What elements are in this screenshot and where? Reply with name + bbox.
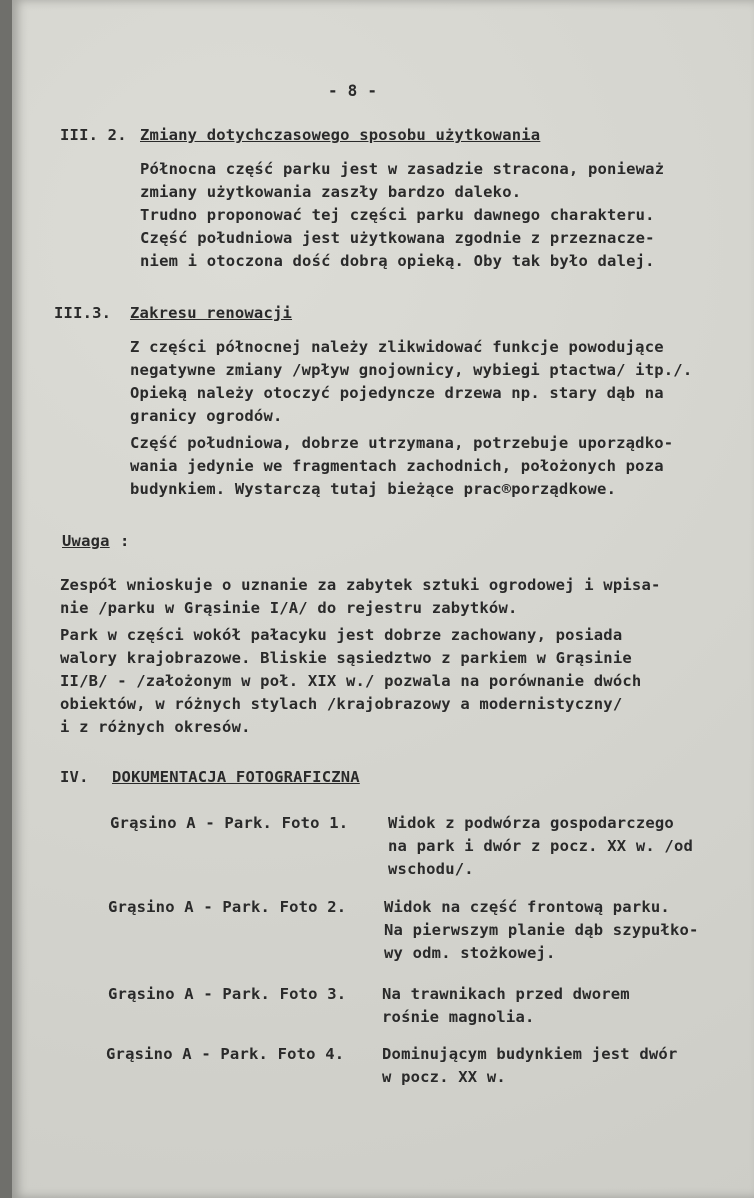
photo-label: Grąsino A - Park. Foto 4. xyxy=(106,1045,345,1063)
photo-description-line: Dominującym budynkiem jest dwór xyxy=(382,1045,678,1063)
section-iii3-line: Opieką należy otoczyć pojedyncze drzewa np. stary dąb na xyxy=(130,384,664,402)
photo-description-line: na park i dwór z pocz. XX w. /od xyxy=(388,837,694,855)
photo-description-line: rośnie magnolia. xyxy=(382,1008,535,1026)
section-iii3-number: III.3. xyxy=(54,304,112,322)
uwaga-colon: : xyxy=(120,532,130,550)
uwaga-line: obiektów, w różnych stylach /krajobrazowy a modernistyczny/ xyxy=(60,695,623,713)
photo-description-line: Na trawnikach przed dworem xyxy=(382,985,630,1003)
uwaga-line: Park w części wokół pałacyku jest dobrze zachowany, posiada xyxy=(60,626,623,644)
section-iv-number: IV. xyxy=(60,768,89,786)
photo-label: Grąsino A - Park. Foto 2. xyxy=(108,898,347,916)
section-iii2-line: niem i otoczona dość dobrą opieką. Oby tak było dalej. xyxy=(140,252,655,270)
document-page xyxy=(12,0,754,1198)
section-iii3-line: Część południowa, dobrze utrzymana, potrzebuje uporządko- xyxy=(130,434,674,452)
section-iii2-number: III. 2. xyxy=(60,126,127,144)
section-iii2-line: Północna część parku jest w zasadzie stracona, ponieważ xyxy=(140,160,665,178)
uwaga-line: II/B/ - /założonym w poł. XIX w./ pozwala na porównanie dwóch xyxy=(60,672,642,690)
scan-edge-strip xyxy=(0,0,12,1198)
photo-description-line: wschodu/. xyxy=(388,860,474,878)
section-iii3-line: budynkiem. Wystarczą tutaj bieżące prac®porządkowe. xyxy=(130,480,617,498)
section-iii3-heading: Zakresu renowacji xyxy=(130,304,293,322)
uwaga-line: walory krajobrazowe. Bliskie sąsiedztwo z parkiem w Grąsinie xyxy=(60,649,632,667)
photo-description-line: wy odm. stożkowej. xyxy=(384,944,556,962)
uwaga-line: Zespół wnioskuje o uznanie za zabytek sztuki ogrodowej i wpisa- xyxy=(60,576,661,594)
photo-label: Grąsino A - Park. Foto 1. xyxy=(110,814,349,832)
photo-label: Grąsino A - Park. Foto 3. xyxy=(108,985,347,1003)
uwaga-line: nie /parku w Grąsinie I/A/ do rejestru zabytków. xyxy=(60,599,518,617)
photo-description-line: w pocz. XX w. xyxy=(382,1068,506,1086)
photo-description-line: Widok z podwórza gospodarczego xyxy=(388,814,674,832)
section-iii3-line: wania jedynie we fragmentach zachodnich, położonych poza xyxy=(130,457,664,475)
page-number: - 8 - xyxy=(328,81,378,100)
section-iii2-line: Część południowa jest użytkowana zgodnie z przeznacze- xyxy=(140,229,655,247)
uwaga-line: i z różnych okresów. xyxy=(60,718,251,736)
section-iv-heading: DOKUMENTACJA FOTOGRAFICZNA xyxy=(112,768,360,786)
section-iii2-line: zmiany użytkowania zaszły bardzo daleko. xyxy=(140,183,522,201)
section-iii3-line: Z części północnej należy zlikwidować funkcje powodujące xyxy=(130,338,664,356)
section-iii3-line: negatywne zmiany /wpływ gnojownicy, wybiegi ptactwa/ itp./. xyxy=(130,361,693,379)
section-iii2-line: Trudno proponować tej części parku dawnego charakteru. xyxy=(140,206,655,224)
uwaga-heading: Uwaga xyxy=(62,532,110,550)
photo-description-line: Na pierwszym planie dąb szypułko- xyxy=(384,921,699,939)
photo-description-line: Widok na część frontową parku. xyxy=(384,898,670,916)
section-iii2-heading: Zmiany dotychczasowego sposobu użytkowania xyxy=(140,126,541,144)
section-iii3-line: granicy ogrodów. xyxy=(130,407,283,425)
